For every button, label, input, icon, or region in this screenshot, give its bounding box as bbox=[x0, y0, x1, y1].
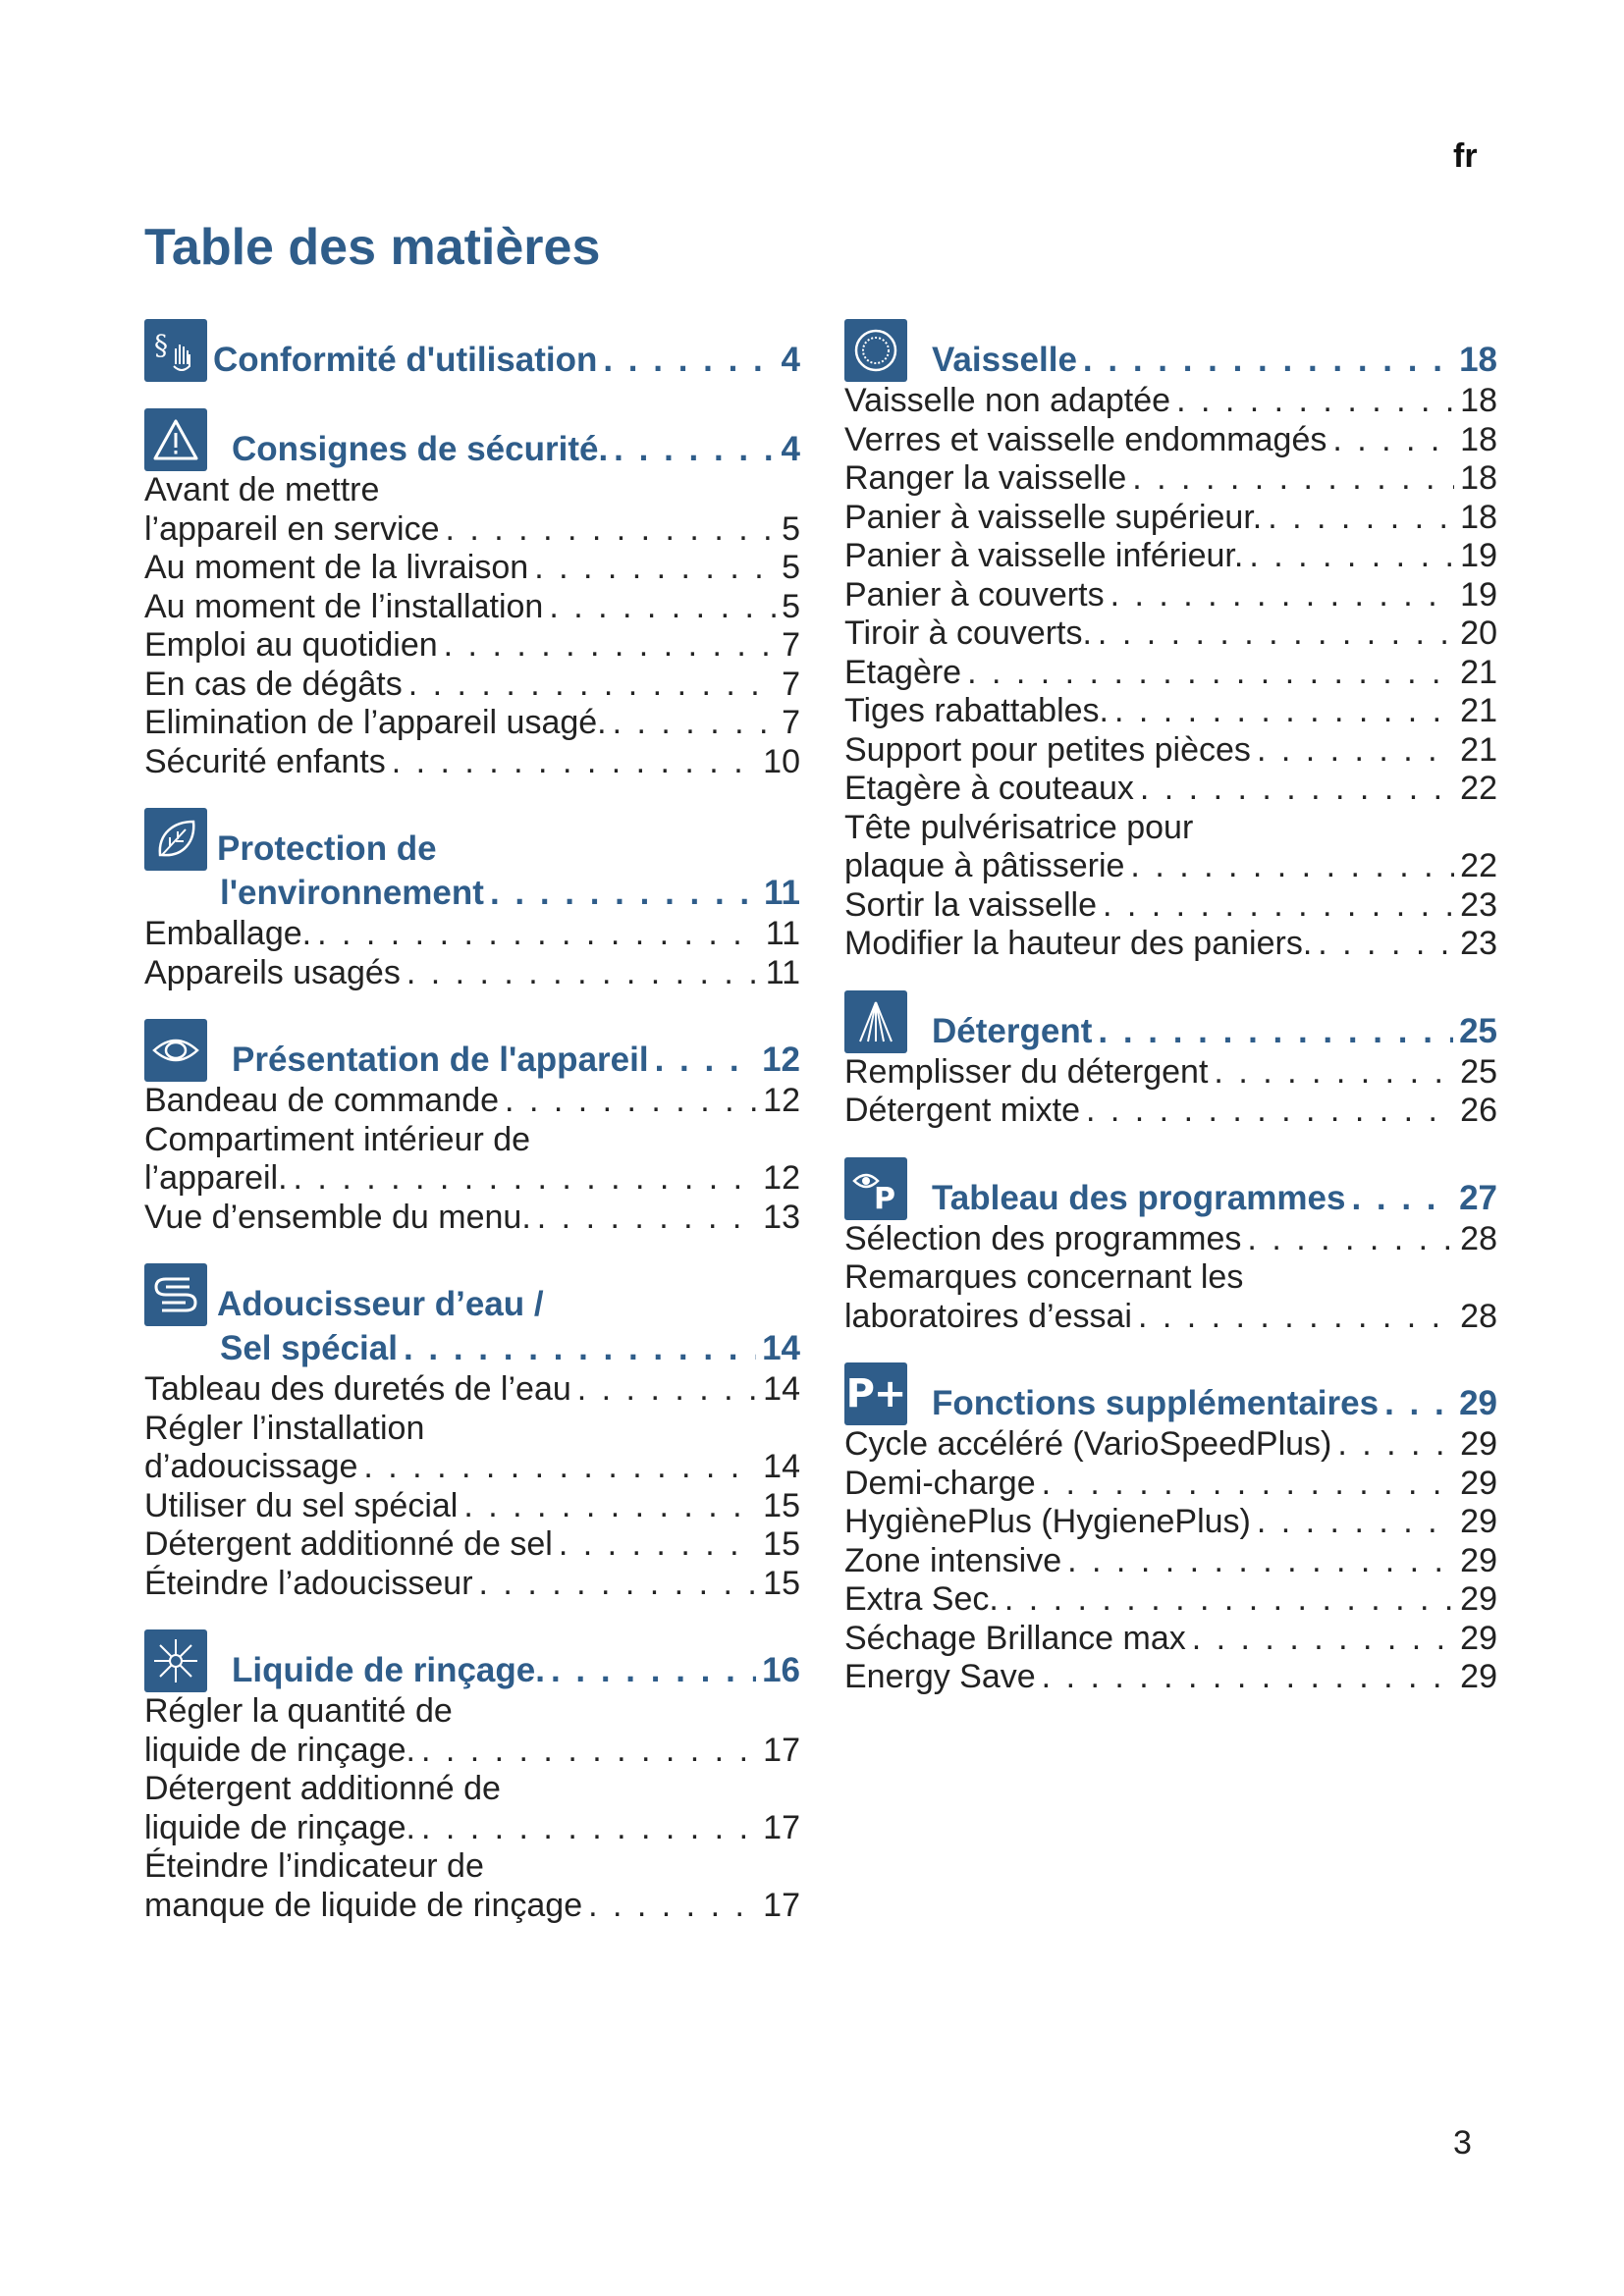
section-title-link[interactable]: Protection de l'environnement . . . 11 bbox=[144, 805, 800, 915]
toc-entry[interactable]: Demi-charge . . . 29 bbox=[844, 1465, 1497, 1504]
toc-entry[interactable]: Zone intensive . . . 29 bbox=[844, 1542, 1497, 1581]
toc-entry[interactable]: Panier à vaisselle inférieur. . . . 19 bbox=[844, 537, 1497, 576]
leaf-icon bbox=[144, 808, 207, 871]
toc-column-left bbox=[144, 316, 800, 1925]
svg-text:§: § bbox=[154, 329, 168, 361]
toc-entry[interactable]: Sécurité enfants . . . 10 bbox=[144, 743, 800, 782]
toc-entry[interactable]: Sélection des programmes . . . 28 bbox=[844, 1220, 1497, 1259]
toc-entry[interactable]: Séchage Brillance max . . . 29 bbox=[844, 1620, 1497, 1659]
toc-entry[interactable]: Éteindre l’indicateur de manque de liquide de rinçage . . . 17 bbox=[144, 1847, 800, 1925]
toc-entry[interactable]: Cycle accéléré (VarioSpeedPlus) . . . 29 bbox=[844, 1425, 1497, 1465]
toc-section-environnement bbox=[144, 805, 800, 992]
toc-entry[interactable]: Panier à vaisselle supérieur. . . . 18 bbox=[844, 499, 1497, 538]
section-title-link[interactable]: Détergent . . . 25 bbox=[844, 988, 1497, 1053]
toc-entry[interactable]: Modifier la hauteur des paniers. . . . 23 bbox=[844, 925, 1497, 964]
section-title-link[interactable]: Conformité d'utilisation . . . 4 bbox=[144, 316, 800, 382]
section-title-link[interactable]: Vaisselle . . . 18 bbox=[844, 316, 1497, 382]
toc-entry[interactable]: HygiènePlus (HygienePlus) . . . 29 bbox=[844, 1503, 1497, 1542]
toc-entry[interactable]: Support pour petites pièces . . . 21 bbox=[844, 731, 1497, 771]
svg-text:P: P bbox=[874, 1181, 895, 1214]
toc-entry[interactable]: Bandeau de commande . . . 12 bbox=[144, 1082, 800, 1121]
toc-entry[interactable]: Au moment de la livraison . . . 5 bbox=[144, 549, 800, 588]
section-title-link[interactable]: Adoucisseur d’eau / Sel spécial . . . 14 bbox=[144, 1260, 800, 1370]
toc-entry[interactable]: Régler la quantité de liquide de rinçage. . . . 17 bbox=[144, 1692, 800, 1770]
toc-entry[interactable]: Tiges rabattables. . . . 21 bbox=[844, 692, 1497, 731]
page-number: 3 bbox=[1453, 2124, 1472, 2162]
section-title-link[interactable]: Tableau des programmes . . . 27 bbox=[844, 1154, 1497, 1220]
section-title-link[interactable]: Fonctions supplémentaires . . . 29 bbox=[844, 1360, 1497, 1425]
water-softener-icon bbox=[144, 1263, 207, 1326]
toc-entry[interactable]: Compartiment intérieur de l’appareil. . . . 12 bbox=[144, 1121, 800, 1199]
toc-entry[interactable]: Utiliser du sel spécial . . . 15 bbox=[144, 1487, 800, 1526]
toc-entry[interactable]: Remarques concernant les laboratoires d’essai . . . 28 bbox=[844, 1258, 1497, 1336]
toc-entry[interactable]: En cas de dégâts . . . 7 bbox=[144, 666, 800, 705]
detergent-icon bbox=[844, 990, 907, 1053]
toc-entry[interactable]: Tableau des duretés de l’eau . . . 14 bbox=[144, 1370, 800, 1410]
toc-section-detergent bbox=[844, 988, 1497, 1131]
toc-entry[interactable]: Détergent additionné de sel . . . 15 bbox=[144, 1525, 800, 1565]
toc-entry[interactable]: Vaisselle non adaptée . . . 18 bbox=[844, 382, 1497, 421]
rinse-aid-sparkle-icon bbox=[144, 1629, 207, 1692]
section-title-link[interactable]: Consignes de sécurité. . . . 4 bbox=[144, 405, 800, 471]
toc-entry[interactable]: Remplisser du détergent . . . 25 bbox=[844, 1053, 1497, 1093]
toc-entry[interactable]: Panier à couverts . . . 19 bbox=[844, 576, 1497, 615]
toc-entry[interactable]: Détergent additionné de liquide de rinçage. . . . 17 bbox=[144, 1770, 800, 1847]
toc-section-conformite bbox=[144, 316, 800, 382]
program-table-icon bbox=[844, 1157, 907, 1220]
section-title-link[interactable]: Présentation de l'appareil . . . 12 bbox=[144, 1016, 800, 1082]
toc-entry[interactable]: Emballage. . . . 11 bbox=[144, 915, 800, 954]
toc-entry[interactable]: Tiroir à couverts. . . . 20 bbox=[844, 614, 1497, 654]
toc-entry[interactable]: Régler l’installation d’adoucissage . . . 14 bbox=[144, 1410, 800, 1487]
toc-entry[interactable]: Avant de mettre l’appareil en service . . . 5 bbox=[144, 471, 800, 549]
warning-triangle-icon bbox=[144, 408, 207, 471]
toc-entry[interactable]: Emploi au quotidien . . . 7 bbox=[144, 626, 800, 666]
toc-entry[interactable]: Tête pulvérisatrice pour plaque à pâtisserie . . . 22 bbox=[844, 809, 1497, 886]
toc-section-fonctions bbox=[844, 1360, 1497, 1697]
eye-icon bbox=[144, 1019, 207, 1082]
toc-entry[interactable]: Éteindre l’adoucisseur . . . 15 bbox=[144, 1565, 800, 1604]
toc-section-securite bbox=[144, 405, 800, 781]
toc-section-vaisselle bbox=[844, 316, 1497, 964]
toc-entry[interactable]: Energy Save . . . 29 bbox=[844, 1658, 1497, 1697]
section-title-link[interactable]: Liquide de rinçage. . . . 16 bbox=[144, 1627, 800, 1692]
toc-section-presentation bbox=[144, 1016, 800, 1237]
toc-entry[interactable]: Verres et vaisselle endommagés . . . 18 bbox=[844, 421, 1497, 460]
page-title: Table des matières bbox=[144, 219, 601, 276]
toc-entry[interactable]: Etagère . . . 21 bbox=[844, 654, 1497, 693]
toc-section-programmes bbox=[844, 1154, 1497, 1337]
toc-section-adoucisseur bbox=[144, 1260, 800, 1603]
toc-entry[interactable]: Appareils usagés . . . 11 bbox=[144, 954, 800, 993]
toc-section-rincage bbox=[144, 1627, 800, 1925]
section-law-hand-icon bbox=[144, 319, 207, 382]
toc-entry[interactable]: Extra Sec. . . . 29 bbox=[844, 1580, 1497, 1620]
toc-entry[interactable]: Vue d’ensemble du menu. . . . 13 bbox=[144, 1199, 800, 1238]
toc-entry[interactable]: Sortir la vaisselle . . . 23 bbox=[844, 886, 1497, 926]
plate-icon bbox=[844, 319, 907, 382]
toc-entry[interactable]: Elimination de l’appareil usagé. . . . 7 bbox=[144, 704, 800, 743]
toc-column-right bbox=[844, 316, 1497, 1697]
toc-entry[interactable]: Etagère à couteaux . . . 22 bbox=[844, 770, 1497, 809]
extra-functions-icon: P+ bbox=[844, 1362, 907, 1425]
language-tag: fr bbox=[1453, 137, 1478, 175]
toc-entry[interactable]: Au moment de l’installation . . . 5 bbox=[144, 588, 800, 627]
toc-entry[interactable]: Ranger la vaisselle . . . 18 bbox=[844, 459, 1497, 499]
toc-entry[interactable]: Détergent mixte . . . 26 bbox=[844, 1092, 1497, 1131]
